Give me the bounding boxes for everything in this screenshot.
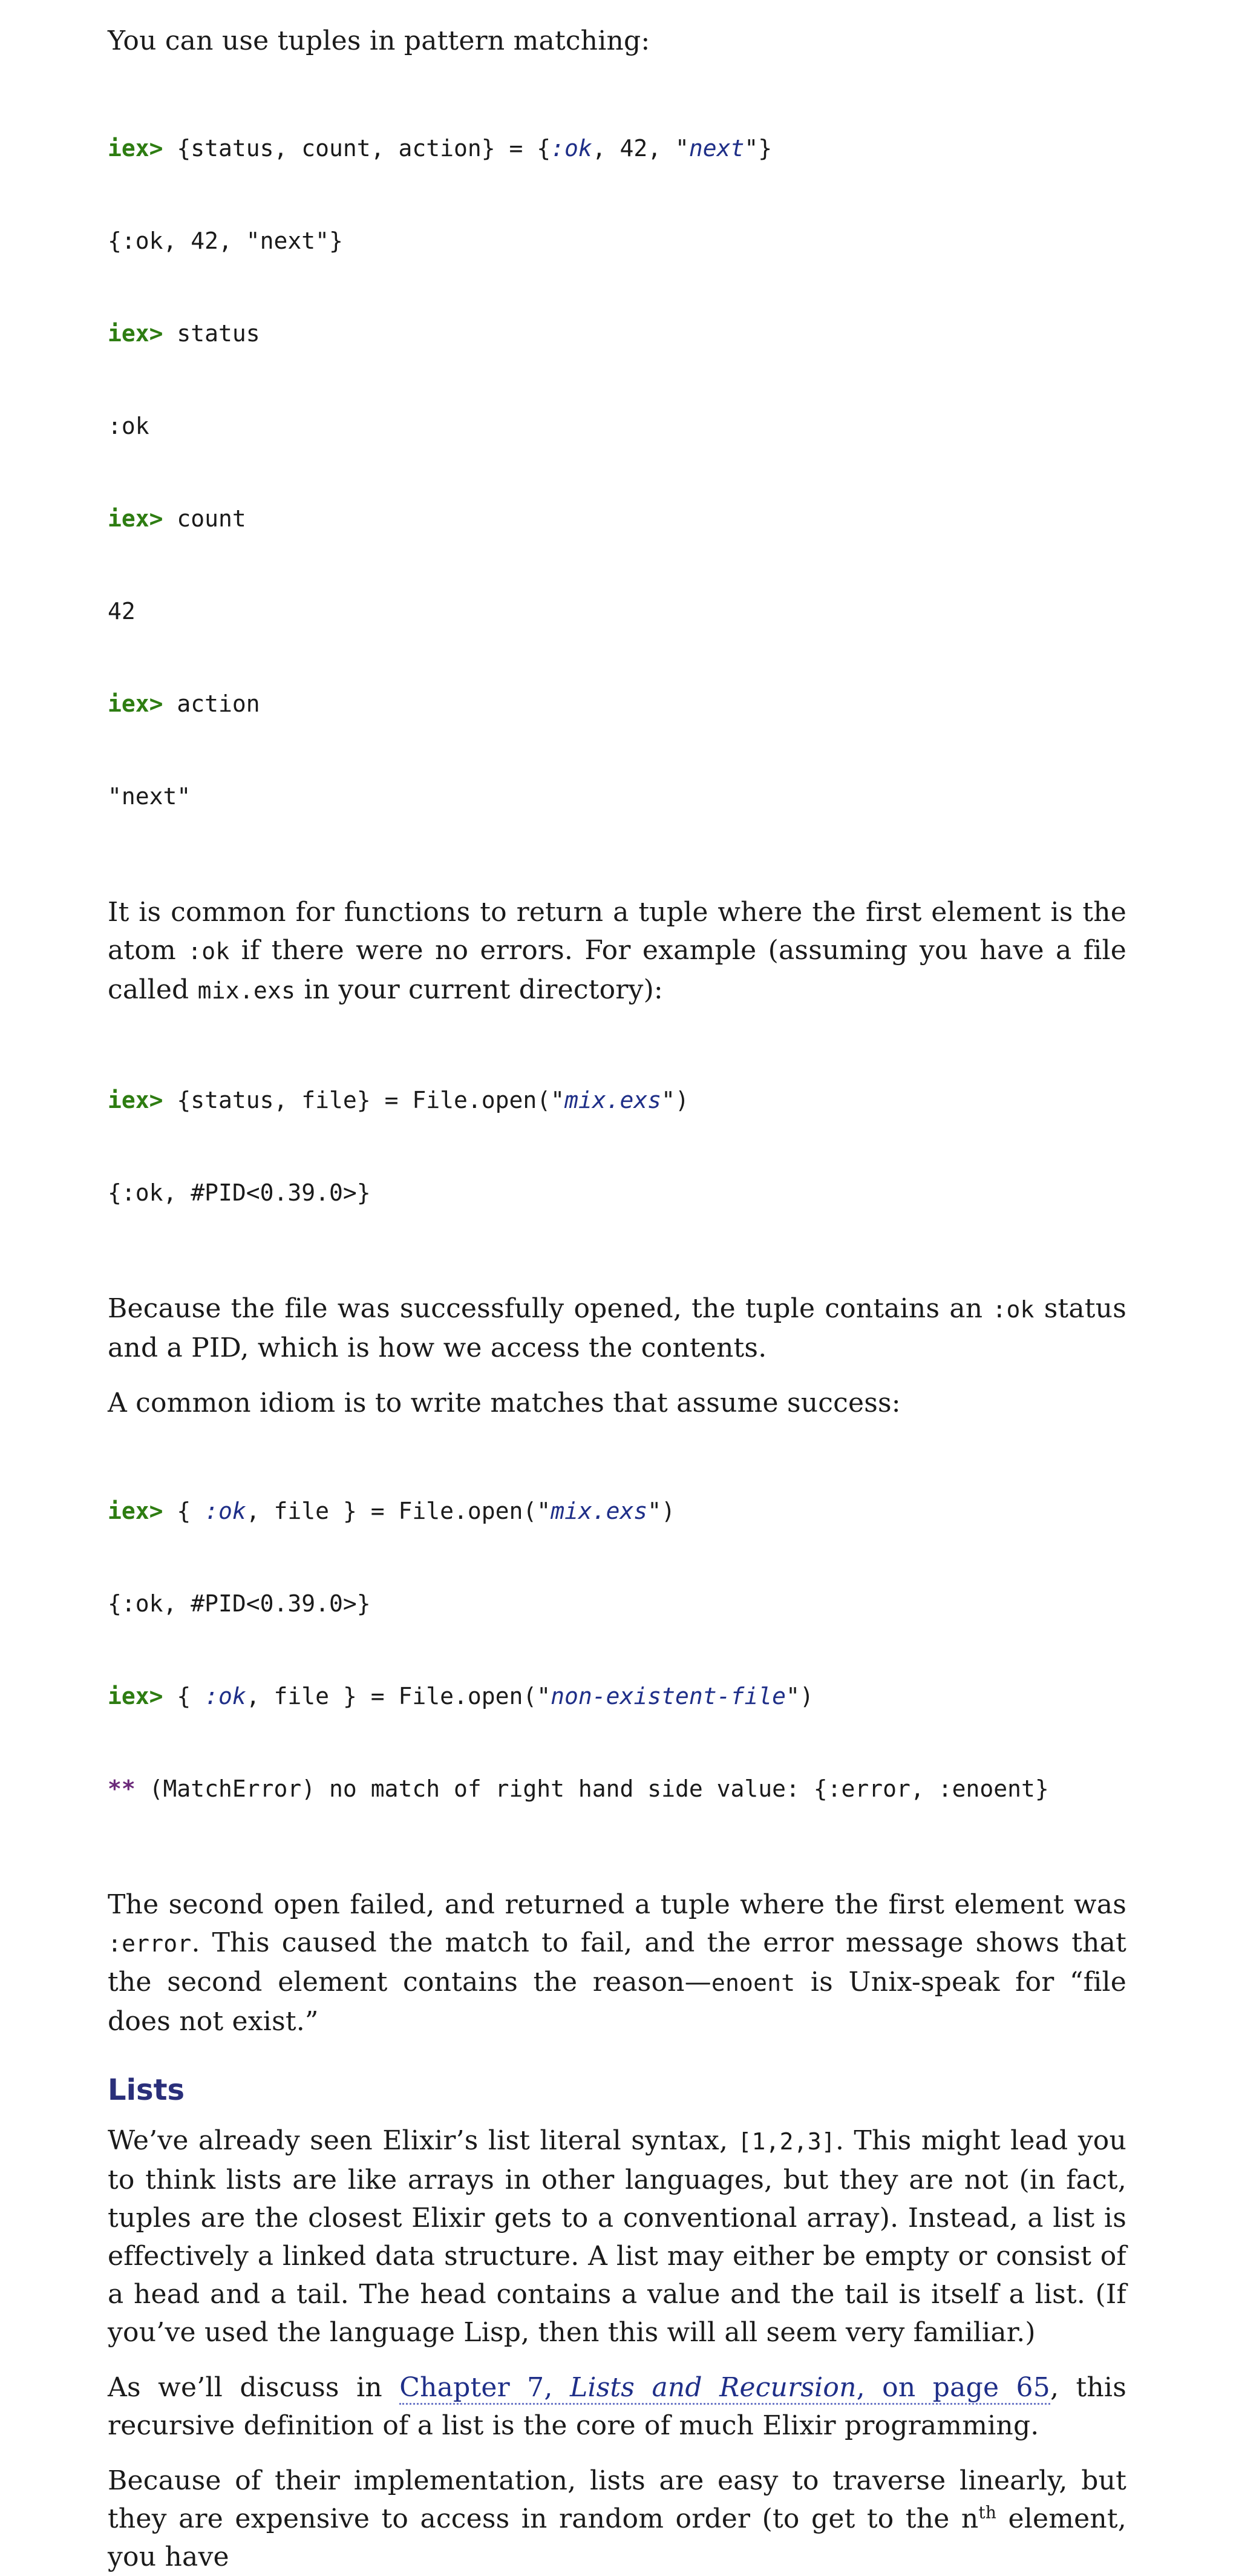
code-block-match-success <box>108 1434 1126 1866</box>
code-block-pattern-matching <box>108 71 1126 874</box>
inline-code: mix.exs <box>197 977 296 1004</box>
iex-prompt: iex> <box>108 690 163 717</box>
code-output: :ok <box>108 413 149 439</box>
iex-prompt: iex> <box>108 135 163 162</box>
inline-code: [1,2,3] <box>737 2128 835 2155</box>
code-output: {:ok, #PID<0.39.0>} <box>108 1590 371 1617</box>
paragraph-list-literal: We’ve already seen Elixir’s list literal syntax, [1,2,3]. This might lead you to think lists are like arrays in other languages, but they are not (in fact, tuples are the closest Elixir gets to a conventional array). Instead, a list is effectively a linked data structure. A list may either be empty or consist of a head and a tail. The head contains a value and the tail is itself a list. (If you’ve used the language Lisp, then this will all seem very familiar.) <box>108 2125 1126 2348</box>
code-block-file-open <box>108 1023 1126 1270</box>
iex-prompt: iex> <box>108 1087 163 1113</box>
chapter-link[interactable]: Chapter 7, Lists and Recursion, on page 65 <box>399 2372 1050 2405</box>
code-error-line: ** (MatchError) no match of right hand side value: {:error, :enoent} <box>108 1775 1049 1802</box>
code-output: "next" <box>108 783 191 810</box>
code-output: 42 <box>108 598 136 624</box>
paragraph-return-tuple: It is common for functions to return a tuple where the first element is the atom :ok if there were no errors. For example (assuming you have a file called mix.exs in your current directory): <box>108 897 1126 1005</box>
paragraph-common-idiom: A common idiom is to write matches that assume success: <box>108 1388 901 1418</box>
code-output: {:ok, 42, "next"} <box>108 228 343 254</box>
inline-code: :ok <box>188 938 230 965</box>
error-marker: ** <box>108 1775 136 1802</box>
code-output: {:ok, #PID<0.39.0>} <box>108 1179 371 1206</box>
iex-prompt: iex> <box>108 505 163 532</box>
code-line: iex> count <box>108 505 246 532</box>
paragraph-recursive-definition: As we’ll discuss in Chapter 7, Lists and Recursion, on page 65, this recursive definition of a list is the core of much Elixir programming. <box>108 2372 1126 2441</box>
code-line: iex> action <box>108 690 260 717</box>
code-line: iex> {status, file} = File.open("mix.exs") <box>108 1087 689 1113</box>
code-line: iex> { :ok, file } = File.open("non-existent-file") <box>108 1683 814 1709</box>
inline-code: enoent <box>711 1970 796 1996</box>
code-line: iex> {status, count, action} = {:ok, 42, "next"} <box>108 135 773 162</box>
paragraph-tuples-intro: You can use tuples in pattern matching: <box>108 25 650 56</box>
iex-prompt: iex> <box>108 1498 163 1524</box>
paragraph-implementation: Because of their implementation, lists are easy to traverse linearly, but they are expensive to access in random order (to get to the $n^{th}$ element, you have <box>108 2465 1126 2572</box>
page-content <box>108 22 1126 2576</box>
section-heading-lists: Lists <box>108 2073 185 2107</box>
code-line: iex> { :ok, file } = File.open("mix.exs") <box>108 1498 676 1524</box>
iex-prompt: iex> <box>108 1683 163 1709</box>
inline-code: :ok <box>992 1296 1035 1323</box>
paragraph-second-open-failed: The second open failed, and returned a tuple where the first element was :error. This caused the match to fail, and the error message shows that the second element contains the reason—enoent is Unix-speak for “file does not exist.” <box>108 1889 1127 2037</box>
paragraph-file-opened: Because the file was successfully opened, the tuple contains an :ok status and a PID, which is how we access the contents. <box>108 1293 1126 1363</box>
iex-prompt: iex> <box>108 320 163 347</box>
code-line: iex> status <box>108 320 260 347</box>
superscript: th <box>978 2502 997 2523</box>
inline-code: :error <box>108 1930 192 1957</box>
